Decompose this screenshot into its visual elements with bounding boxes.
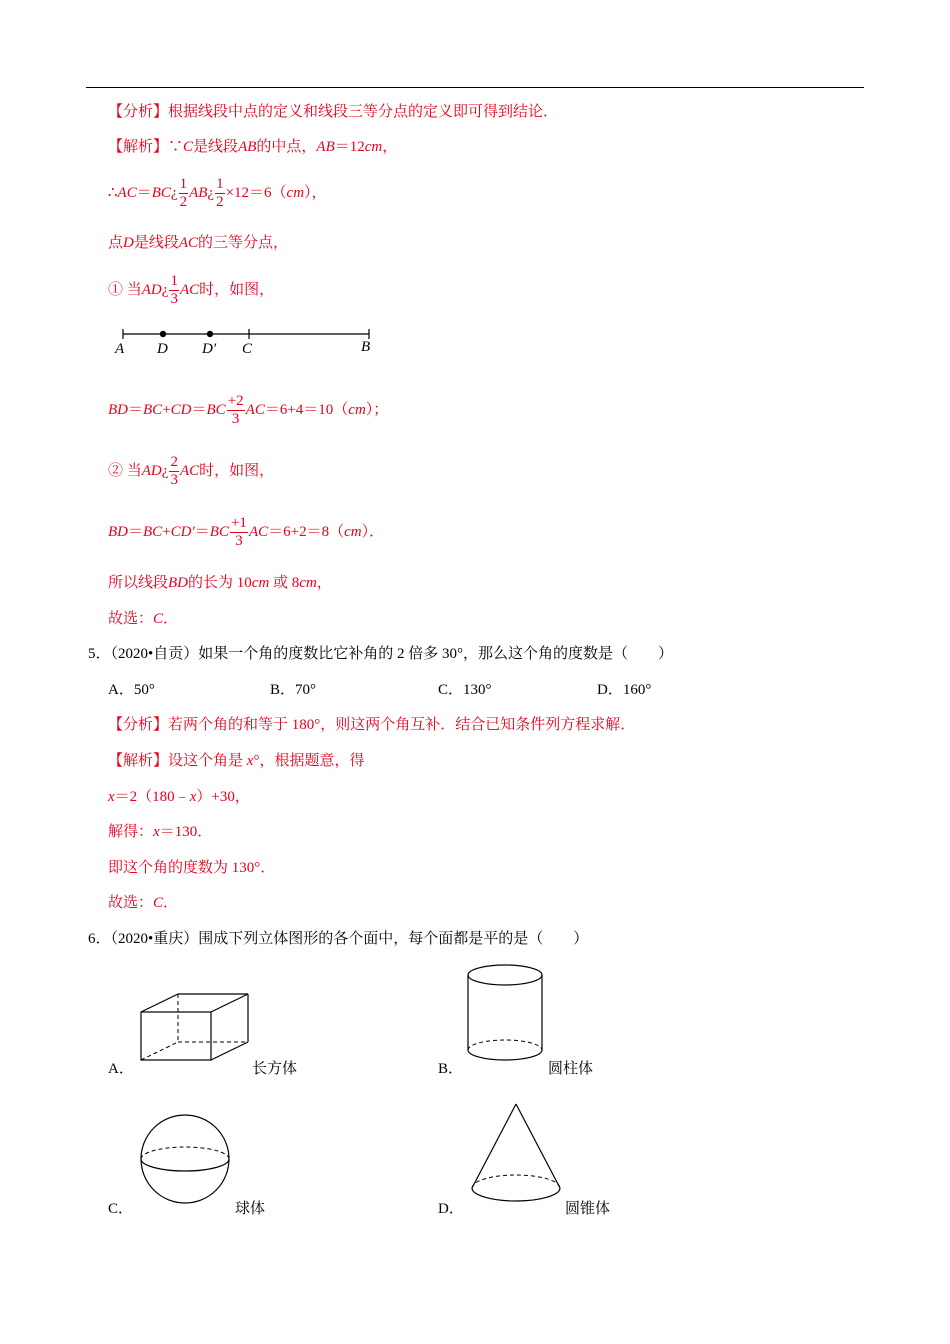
q5-stem: 5．（2020•自贡）如果一个角的度数比它补角的 2 倍多 30°，那么这个角的度数是（ ） [88, 646, 674, 662]
q6-option-a[interactable]: A． [108, 1061, 134, 1077]
cuboid-figure [138, 990, 253, 1065]
label-b: B [361, 339, 371, 355]
label-d-prime: D′ [202, 341, 217, 357]
q6-option-c-name: 球体 [235, 1201, 266, 1217]
q5-solve: 解得：x＝130． [108, 824, 213, 840]
point-d [160, 331, 166, 337]
cylinder-figure [466, 962, 546, 1064]
q4-conclusion: 所以线段BD的长为 10cm 或 8cm， [108, 575, 332, 591]
q6-option-b-name: 圆柱体 [548, 1061, 594, 1077]
fraction-third: $\frac{1}{3}$ [170, 273, 178, 307]
q6-option-b[interactable]: B． [438, 1061, 464, 1077]
q4-solution-line1: 【解析】∵C是线段AB的中点，AB＝12cm， [108, 139, 398, 155]
q6-option-d[interactable]: D． [438, 1201, 464, 1217]
fraction-plus-two-thirds: $\frac{+2}{3}$ [227, 393, 244, 427]
q4-solution-line2: ∴AC＝BC¿ $\frac{1}{2}$ AB¿ $\frac{1}{2}$ ×12＝6（cm）， [108, 176, 327, 210]
q4-bd-case2: BD＝BC+CD′＝BC $\frac{+1}{3}$ AC＝6+2＝8（cm）． [108, 515, 385, 549]
label-d: D [157, 341, 168, 357]
q4-bd-case1: BD＝BC+CD＝BC $\frac{+2}{3}$ AC＝6+4＝10（cm）； [108, 393, 389, 427]
q4-choice: 故选：C． [108, 611, 179, 627]
q4-case1: ① 当AD¿ $\frac{1}{3}$ AC时，如图， [108, 273, 275, 307]
q6-option-a-name: 长方体 [252, 1061, 298, 1077]
point-d-prime [207, 331, 213, 337]
segment-figure [115, 325, 380, 360]
q5-option-b[interactable]: B．70° [270, 682, 317, 698]
label-c: C [242, 341, 253, 357]
q6-stem: 6．（2020•重庆）围成下列立体图形的各个面中，每个面都是平的是（ ） [88, 931, 589, 947]
fraction-two-thirds: $\frac{2}{3}$ [170, 454, 178, 488]
q4-case2: ② 当AD¿ $\frac{2}{3}$ AC时，如图， [108, 454, 275, 488]
q5-option-c[interactable]: C．130° [438, 682, 492, 698]
q5-option-a[interactable]: A．50° [108, 682, 155, 698]
q5-equation: x＝2（180﹣x）+30， [108, 789, 250, 805]
q6-option-c[interactable]: C． [108, 1201, 134, 1217]
q6-option-d-name: 圆锥体 [565, 1201, 611, 1217]
header-rule [86, 87, 864, 88]
q5-analysis: 【分析】若两个角的和等于 180°，则这两个角互补．结合已知条件列方程求解． [108, 717, 636, 733]
cone-figure [468, 1100, 564, 1208]
q4-solution-line3: 点D是线段AC的三等分点， [108, 235, 289, 251]
q5-solution: 【解析】设这个角是 x°，根据题意，得 [108, 753, 365, 769]
fraction-plus-one-third: $\frac{+1}{3}$ [230, 515, 247, 549]
label-a: A [115, 341, 125, 357]
q5-answer: 即这个角的度数为 130°． [108, 860, 276, 876]
q4-analysis: 【分析】根据线段中点的定义和线段三等分点的定义即可得到结论． [108, 104, 559, 120]
fraction-half-2: $\frac{1}{2}$ [216, 176, 224, 210]
q5-option-d[interactable]: D．160° [597, 682, 652, 698]
q5-choice: 故选：C． [108, 895, 179, 911]
sphere-figure [139, 1112, 233, 1206]
fraction-half: $\frac{1}{2}$ [179, 176, 188, 210]
